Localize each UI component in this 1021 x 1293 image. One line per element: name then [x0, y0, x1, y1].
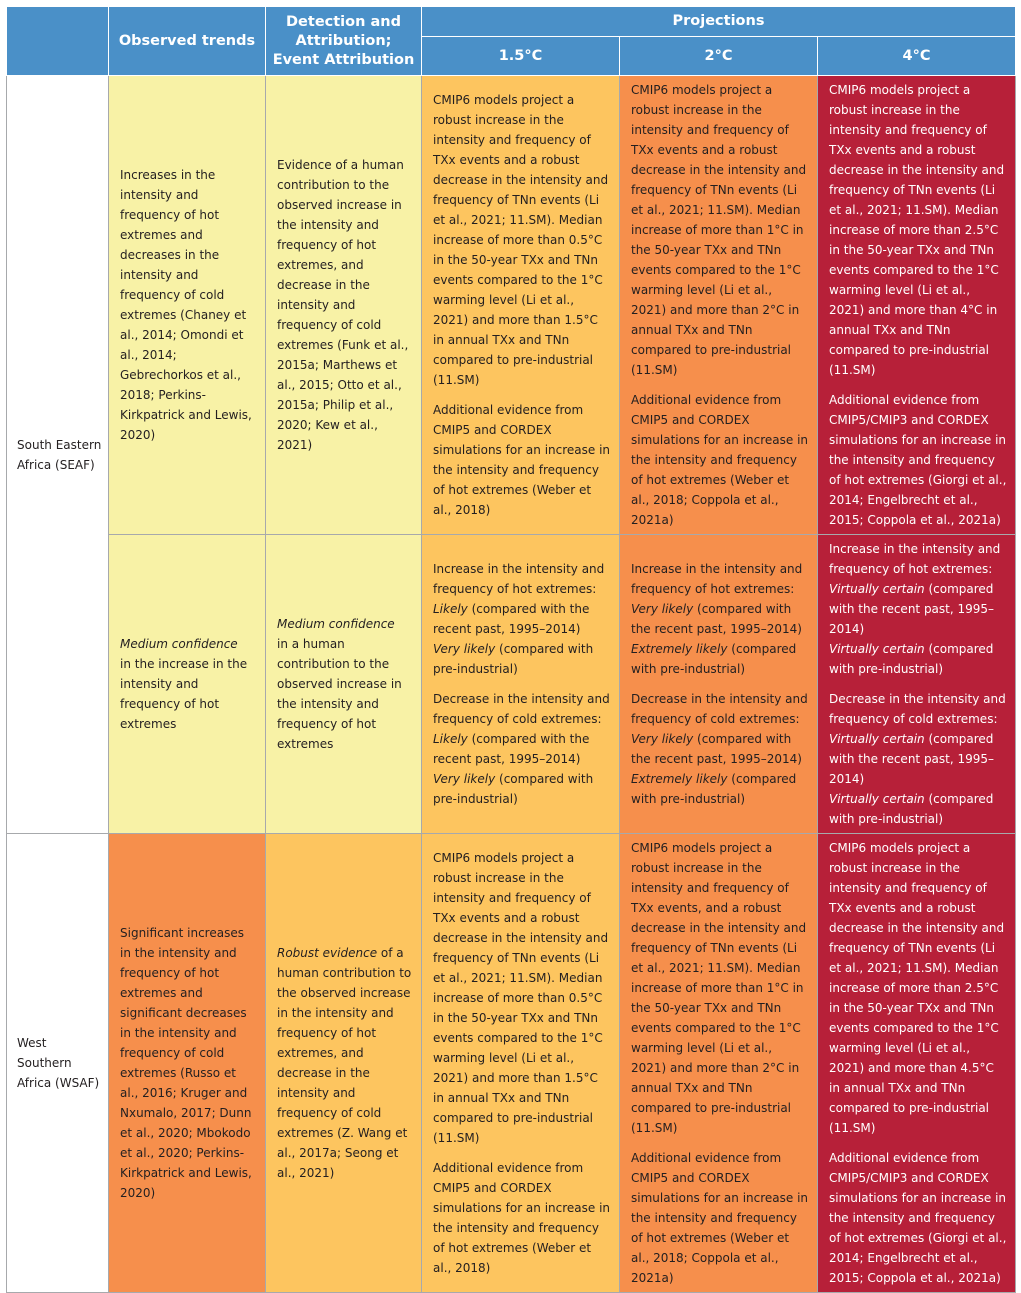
header-2c: 2°C	[620, 37, 818, 76]
seaf-observed-confidence	[109, 535, 266, 834]
header-observed-trends: Observed trends	[109, 7, 266, 76]
seaf-4c-cmip6: CMIP6 models project a robust increase in the intensity and frequency of TXx events and a robust decrease in the intensity and frequency of TNn events (Li et al., 2021; 11.SM). Median increase of more than 2.5°C in the 50-year TXx and TNn events compared to the 1°C warming level (Li et al., 2021) and more than 4°C in annual TXx and TNn compared to pre-industrial (11.SM)	[829, 83, 1005, 377]
evidence-term: Robust evidence	[277, 946, 378, 960]
cold-extremes-decrease: Decrease in the intensity and frequency of cold extremes: Virtually certain (compared with the recent past, 1995–2014) Virtually certain (compared with pre-industrial)	[829, 692, 1006, 826]
wsaf-proj-4c	[818, 834, 1016, 1293]
seaf-detection-confidence-text: Medium confidence in a human contribution to the observed increase in the intensity and frequency of hot extremes	[277, 617, 402, 751]
header-4c: 4°C	[818, 37, 1016, 76]
seaf-detection	[266, 76, 422, 535]
cold-extremes-decrease: Decrease in the intensity and frequency of cold extremes: Likely (compared with the recent past, 1995–2014) Very likely (compared with pre-industrial)	[433, 692, 610, 806]
seaf-likelihood-4c	[818, 535, 1016, 834]
seaf-detection-text: Evidence of a human contribution to the observed increase in the intensity and frequency of hot extremes, and decrease in the intensity and frequency of cold extremes (Funk et al., 2015a; Marthews et al., 2015; Otto et al., 2015a; Philip et al., 2020; Kew et al., 2021)	[277, 158, 409, 452]
wsaf-proj-1-5c	[422, 834, 620, 1293]
wsaf-detection	[266, 834, 422, 1293]
hot-extremes-increase: Increase in the intensity and frequency of hot extremes: Very likely (compared with the recent past, 1995–2014) Extremely likely (compared with pre-industrial)	[631, 562, 803, 676]
header-projections: Projections	[422, 7, 1016, 37]
wsaf-proj-2c	[620, 834, 818, 1293]
wsaf-1-5c-cmip6: CMIP6 models project a robust increase in the intensity and frequency of TXx events and a robust decrease in the intensity and frequency of TNn events (Li et al., 2021; 11.SM). Median increase of more than 0.5°C in the 50-year TXx and TNn events compared to the 1°C warming level (Li et al., 2021) and more than 1.5°C in annual TXx and TNn compared to pre-industrial (11.SM)	[433, 851, 609, 1145]
seaf-1-5c-additional: Additional evidence from CMIP5 and CORDEX simulations for an increase in the intensity and frequency of hot extremes (Weber et al., 2018)	[433, 403, 611, 517]
region-label-wsaf: West Southern Africa (WSAF)	[7, 834, 109, 1293]
wsaf-detection-text: Robust evidence of a human contribution to the observed increase in the intensity and frequency of hot extremes, and decrease in the intensity and frequency of cold extremes (Z. Wang et al., 2017a; Seong et al., 2021)	[277, 946, 412, 1180]
seaf-proj-1-5c	[422, 76, 620, 535]
cold-extremes-decrease: Decrease in the intensity and frequency of cold extremes: Very likely (compared with the recent past, 1995–2014) Extremely likely (compared with pre-industrial)	[631, 692, 808, 806]
wsaf-2c-cmip6: CMIP6 models project a robust increase in the intensity and frequency of TXx events, and a robust decrease in the intensity and frequency of TNn events (Li et al., 2021; 11.SM). Median increase of more than 1°C in the 50-year TXx and TNn events compared to the 1°C warming level (Li et al., 2021) and more than 2°C in annual TXx and TNn compared to pre-industrial (11.SM)	[631, 841, 807, 1135]
seaf-2c-cmip6: CMIP6 models project a robust increase in the intensity and frequency of TXx events and a robust decrease in the intensity and frequency of TNn events (Li et al., 2021; 11.SM). Median increase of more than 1°C in the 50-year TXx and TNn events compared to the 1°C warming level (Li et al., 2021) and more than 2°C in annual TXx and TNn compared to pre-industrial (11.SM)	[631, 83, 807, 377]
confidence-term: Medium confidence	[120, 637, 238, 651]
seaf-observed-text: Increases in the intensity and frequency of hot extremes and decreases in the intensity and frequency of cold extremes (Chaney et al., 2014; Omondi et al., 2014; Gebrechorkos et al., 2018; Perkins-Kirkpatrick and Lewis, 2020)	[120, 168, 252, 442]
seaf-4c-additional: Additional evidence from CMIP5/CMIP3 and CORDEX simulations for an increase in the intensity and frequency of hot extremes (Giorgi et al., 2014; Engelbrecht et al., 2015; Coppola et al., 2021a)	[829, 393, 1007, 527]
wsaf-4c-additional: Additional evidence from CMIP5/CMIP3 and CORDEX simulations for an increase in the intensity and frequency of hot extremes (Giorgi et al., 2014; Engelbrecht et al., 2015; Coppola et al., 2021a)	[829, 1151, 1007, 1285]
assessment-table	[6, 6, 1016, 1293]
header-detection-attribution: Detection and Attribution; Event Attribution	[266, 7, 422, 76]
seaf-likelihood-2c	[620, 535, 818, 834]
wsaf-1-5c-additional: Additional evidence from CMIP5 and CORDEX simulations for an increase in the intensity and frequency of hot extremes (Weber et al., 2018)	[433, 1161, 611, 1275]
wsaf-observed-trends	[109, 834, 266, 1293]
seaf-1-5c-cmip6: CMIP6 models project a robust increase in the intensity and frequency of TXx events and a robust decrease in the intensity and frequency of TNn events (Li et al., 2021; 11.SM). Median increase of more than 0.5°C in the 50-year TXx and TNn events compared to the 1°C warming level (Li et al., 2021) and more than 1.5°C in annual TXx and TNn compared to pre-industrial (11.SM)	[433, 93, 609, 387]
seaf-proj-2c	[620, 76, 818, 535]
header-1-5c: 1.5°C	[422, 37, 620, 76]
hot-extremes-increase: Increase in the intensity and frequency of hot extremes: Likely (compared with the recent past, 1995–2014) Very likely (compared with pre-industrial)	[433, 562, 605, 676]
region-label-seaf: South Eastern Africa (SEAF)	[7, 76, 109, 834]
seaf-observed-confidence-text: Medium confidence in the increase in the intensity and frequency of hot extremes	[120, 637, 248, 731]
header-corner	[7, 7, 109, 76]
wsaf-observed-text: Significant increases in the intensity and frequency of hot extremes and significant decreases in the intensity and frequency of cold extremes (Russo et al., 2016; Kruger and Nxumalo, 2017; Dunn et al., 2020; Mbokodo et al., 2020; Perkins-Kirkpatrick and Lewis, 2020)	[120, 926, 252, 1200]
seaf-detection-confidence	[266, 535, 422, 834]
seaf-likelihood-1-5c	[422, 535, 620, 834]
wsaf-2c-additional: Additional evidence from CMIP5 and CORDEX simulations for an increase in the intensity and frequency of hot extremes (Weber et al., 2018; Coppola et al., 2021a)	[631, 1151, 809, 1285]
confidence-term: Medium confidence	[277, 617, 395, 631]
wsaf-4c-cmip6: CMIP6 models project a robust increase in the intensity and frequency of TXx events and a robust decrease in the intensity and frequency of TNn events (Li et al., 2021; 11.SM). Median increase of more than 2.5°C in the 50-year TXx and TNn events compared to the 1°C warming level (Li et al., 2021) and more than 4.5°C in annual TXx and TNn compared to pre-industrial (11.SM)	[829, 841, 1005, 1135]
seaf-observed-trends	[109, 76, 266, 535]
seaf-proj-4c	[818, 76, 1016, 535]
seaf-2c-additional: Additional evidence from CMIP5 and CORDEX simulations for an increase in the intensity and frequency of hot extremes (Weber et al., 2018; Coppola et al., 2021a)	[631, 393, 809, 527]
hot-extremes-increase: Increase in the intensity and frequency of hot extremes: Virtually certain (compared with the recent past, 1995–2014) Virtually certain (compared with pre-industrial)	[829, 542, 1001, 676]
